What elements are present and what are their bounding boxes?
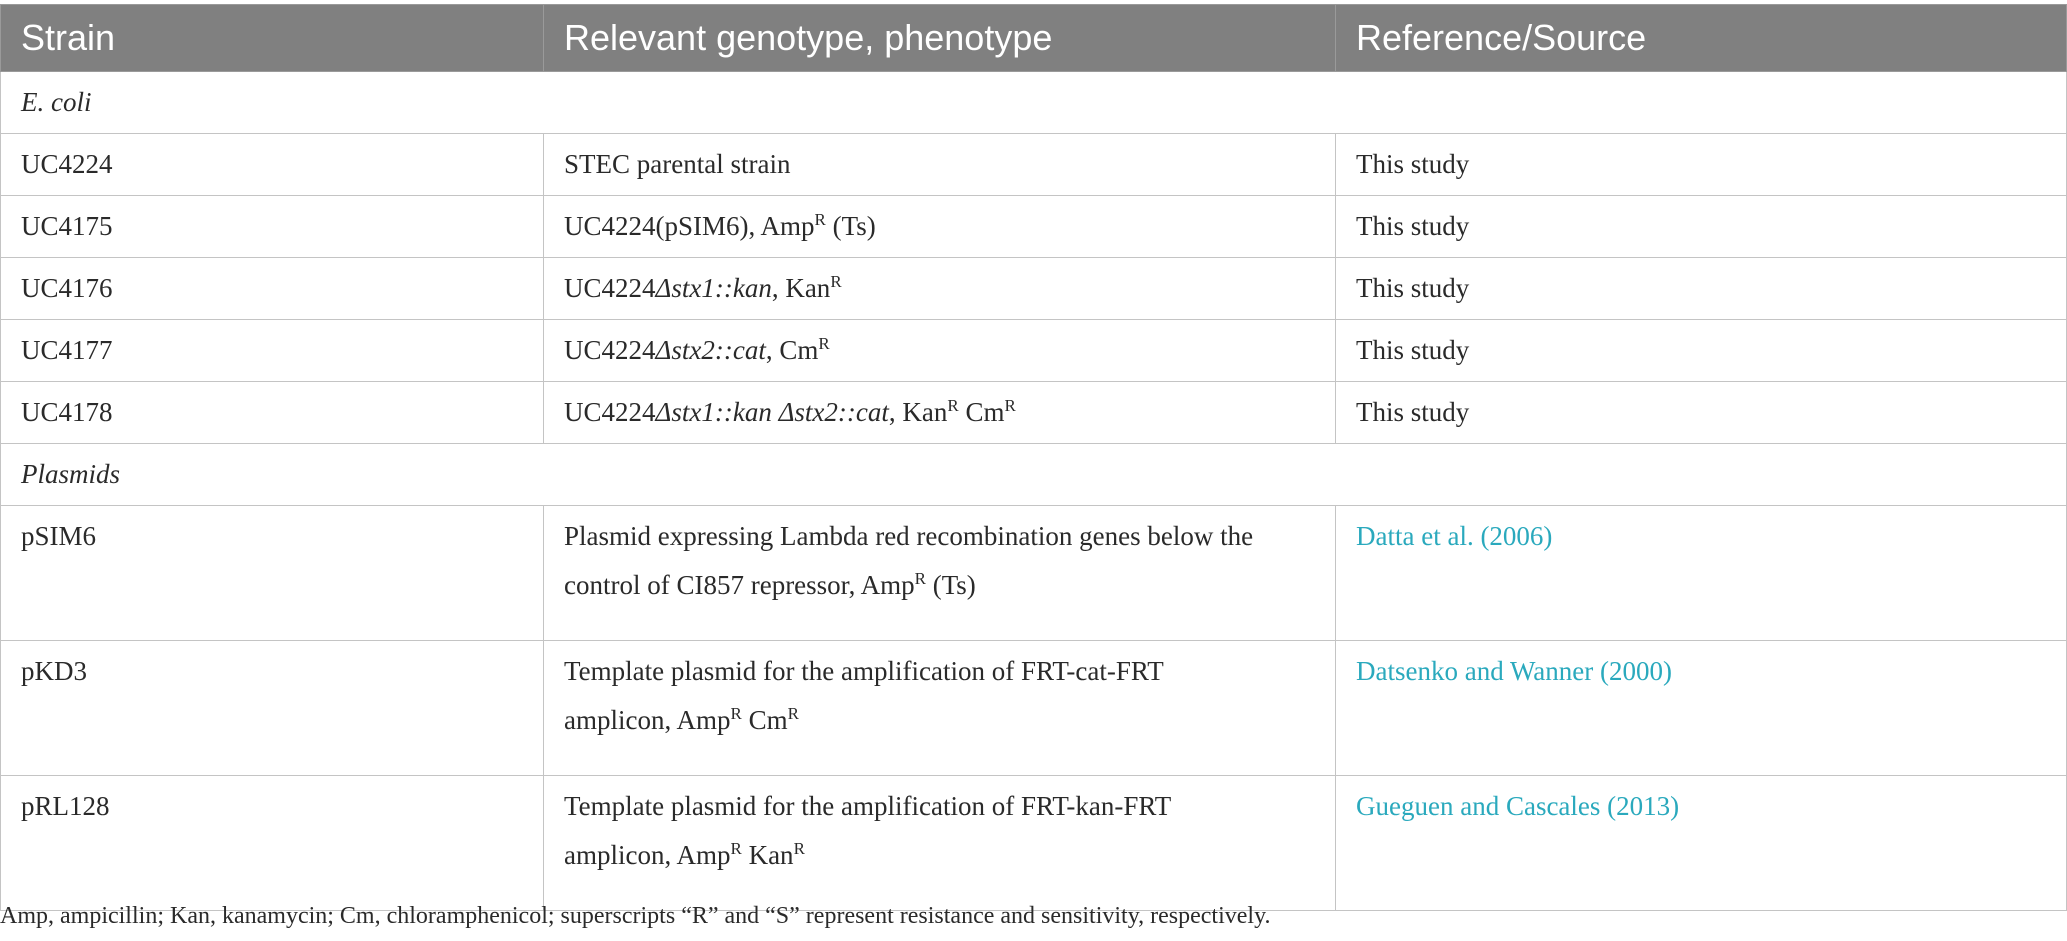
header-strain: Strain xyxy=(1,5,544,72)
genotype-cell: UC4224Δstx1::kan, Kan$^R$ xyxy=(544,258,1336,320)
table-row xyxy=(1,641,2067,776)
genotype-cell: Template plasmid for the amplification of FRT-kan-FRT amplicon, Amp$^R$ Kan$^R$ xyxy=(544,776,1336,911)
superscript: R xyxy=(787,704,799,723)
genotype-cell: Template plasmid for the amplification of FRT-cat-FRT amplicon, Amp$^R$ $Cm^R$ xyxy=(544,641,1336,776)
table-row xyxy=(1,776,2067,911)
reference-cell xyxy=(1336,641,2067,776)
reference-cell: This study xyxy=(1336,134,2067,196)
reference-cell: This study xyxy=(1336,258,2067,320)
superscript: R xyxy=(914,569,926,588)
table-row xyxy=(1,506,2067,641)
superscript: R xyxy=(947,396,959,415)
strain-cell: UC4178 xyxy=(1,382,544,444)
strain-cell: pSIM6 xyxy=(1,506,544,641)
reference-cell: This study xyxy=(1336,382,2067,444)
reference-cell: This study xyxy=(1336,196,2067,258)
reference-link[interactable]: Gueguen and Cascales (2013) xyxy=(1356,791,1680,821)
table-row xyxy=(1,320,2067,382)
superscript: R xyxy=(818,334,830,353)
header-row xyxy=(1,5,2067,72)
header-reference: Reference/Source xyxy=(1336,5,2067,72)
superscript: R xyxy=(814,210,826,229)
table-row xyxy=(1,134,2067,196)
strain-cell: pKD3 xyxy=(1,641,544,776)
strain-cell: UC4177 xyxy=(1,320,544,382)
section-row-ecoli xyxy=(1,72,2067,134)
genotype-cell: STEC parental strain xyxy=(544,134,1336,196)
reference-link[interactable]: Datsenko and Wanner (2000) xyxy=(1356,656,1672,686)
genotype-cell: Plasmid expressing Lambda red recombination genes below the control of CI857 repressor, Amp$^R$ (Ts) xyxy=(544,506,1336,641)
section-label-plasmids: Plasmids xyxy=(1,444,2067,506)
reference-link[interactable]: Datta et al. (2006) xyxy=(1356,521,1553,551)
genotype-cell: UC4224(pSIM6), Amp$^R$ (Ts) xyxy=(544,196,1336,258)
table-header xyxy=(1,5,2067,72)
genotype-cell: UC4224Δstx2::cat, $Cm^R$ xyxy=(544,320,1336,382)
strain-cell: UC4175 xyxy=(1,196,544,258)
gene-deletion: Δstx1::kan xyxy=(655,273,772,303)
reference-cell: This study xyxy=(1336,320,2067,382)
superscript: R xyxy=(1004,396,1016,415)
reference-cell xyxy=(1336,506,2067,641)
table-body xyxy=(1,72,2067,911)
strain-cell: pRL128 xyxy=(1,776,544,911)
section-label-ecoli: E. coli xyxy=(1,72,2067,134)
superscript: R xyxy=(793,839,805,858)
table-footnote: Amp, ampicillin; Kan, kanamycin; Cm, chloramphenicol; superscripts “R” and “S” represent resistance and sensitivity, respectively. xyxy=(0,903,1271,929)
strains-table xyxy=(0,4,2067,911)
strain-cell: UC4176 xyxy=(1,258,544,320)
section-row-plasmids xyxy=(1,444,2067,506)
table-row xyxy=(1,258,2067,320)
reference-cell xyxy=(1336,776,2067,911)
superscript: R xyxy=(730,704,742,723)
strain-cell: UC4224 xyxy=(1,134,544,196)
genotype-cell: UC4224Δstx1::kan Δstx2::cat, Kan$^R$ $Cm^R$ xyxy=(544,382,1336,444)
header-genotype: Relevant genotype, phenotype xyxy=(544,5,1336,72)
superscript: R xyxy=(730,839,742,858)
table-row xyxy=(1,382,2067,444)
superscript: R xyxy=(830,272,842,291)
gene-deletion: Δstx2::cat xyxy=(655,335,766,365)
table-row xyxy=(1,196,2067,258)
gene-deletion: Δstx1::kan Δstx2::cat xyxy=(655,397,889,427)
